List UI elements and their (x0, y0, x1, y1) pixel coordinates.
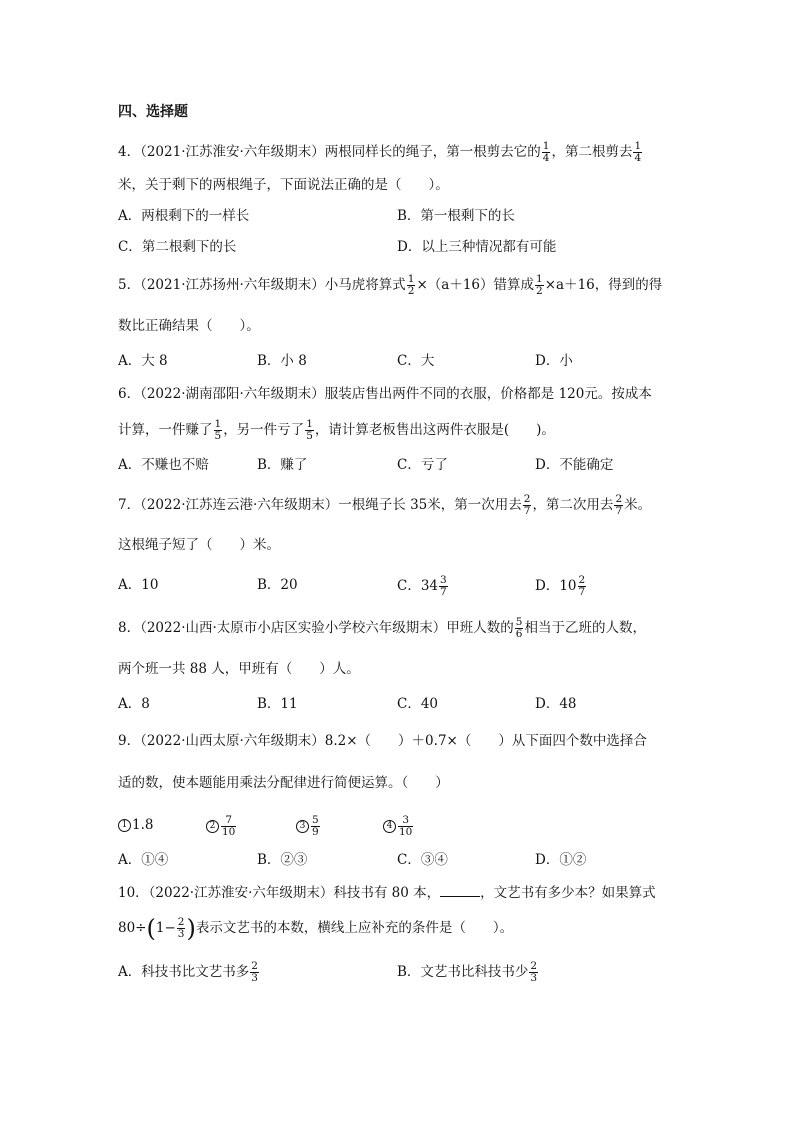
question-6-text: ，请计算老板售出这两件衣服是( )。 (314, 422, 555, 438)
fraction: $\frac{2}{7}$ (615, 493, 623, 517)
right-paren: ) (186, 914, 196, 943)
option-a[interactable]: A．①④ (118, 852, 169, 868)
option-d[interactable]: D．以上三种情况都有可能 (397, 239, 557, 255)
option-b[interactable]: B．小 8 (257, 353, 307, 369)
option-c[interactable]: C．大 (397, 353, 435, 369)
circled-number: 3 (296, 820, 309, 833)
fraction: $\frac{1}{4}$ (542, 140, 550, 164)
question-6-text: 计算，一件赚了 (118, 422, 213, 438)
question-7-line-2: 这根绳子短了（ ）米。 (118, 537, 280, 553)
question-7-text: ，第二次用去 (532, 497, 614, 513)
question-6-line-2 (118, 419, 555, 442)
circled-number: 4 (383, 820, 396, 833)
question-5-text: ×a＋16，得到的得 (544, 277, 663, 293)
fraction: $\frac{2}{3}$ (177, 916, 185, 940)
question-7-text: 7．（2022·江苏连云港·六年级期末）一根绳子长 35米，第一次用去 (118, 497, 522, 513)
question-5-line-1 (118, 274, 662, 297)
question-10-text: ，文艺书有多少本？如果算式 (480, 885, 656, 901)
option-b[interactable]: B．11 (257, 696, 298, 712)
question-10-text: 10．（2022·江苏淮安·六年级期末）科技书有 80 本， (118, 885, 441, 901)
question-6-line-1: 6．（2022·湖南邵阳·六年级期末）服装店售出两件不同的衣服，价格都是 120元。按成本 (118, 386, 652, 402)
fraction: $\frac{2}{3}$ (530, 960, 538, 984)
option-c[interactable]: C．③④ (397, 852, 448, 868)
option-c[interactable]: C．亏了 (397, 457, 448, 473)
formula: 80÷ (118, 920, 147, 936)
fraction: $\frac{2}{3}$ (251, 960, 258, 984)
option-a[interactable]: A．科技书比文艺书多 $\frac{2}{3}$ (118, 960, 258, 984)
question-6-text: ，另一件亏了 (223, 422, 305, 438)
option-b[interactable]: B．赚了 (257, 457, 308, 473)
question-4-line-2: 米，关于剩下的两根绳子，下面说法正确的是（ ）。 (118, 177, 449, 193)
question-8-text: 8．（2022·山西·太原市小店区实验小学校六年级期末）甲班人数的 (118, 620, 514, 636)
fraction: $\frac{1}{2}$ (536, 273, 543, 297)
question-4-text: 4．（2021·江苏淮安·六年级期末）两根同样长的绳子，第一根剪去它的 (118, 144, 541, 160)
option-b[interactable]: B．文艺书比科技书少 $\frac{2}{3}$ (397, 960, 538, 984)
option-c[interactable]: C．34 $\frac{3}{7}$ (397, 574, 447, 598)
question-9-line-1: 9．（2022·山西太原·六年级期末）8.2×（ ）＋0.7×（ ）从下面四个数中选择合 (118, 733, 647, 749)
fraction: $\frac{1}{5}$ (306, 418, 313, 442)
option-d[interactable]: D．10 $\frac{2}{7}$ (535, 574, 586, 598)
option-b[interactable]: B．第一根剩下的长 (397, 208, 515, 224)
question-5-text: ×（a＋16）错算成 (416, 277, 535, 293)
option-a[interactable]: A．大 8 (118, 353, 168, 369)
option-d[interactable]: D．不能确定 (535, 457, 614, 473)
question-10-text: 表示文艺书的本数，横线上应补充的条件是（ ）。 (195, 920, 514, 936)
fraction: $\frac{2}{7}$ (578, 574, 586, 598)
option-d[interactable]: D．48 (535, 696, 577, 712)
fraction: $\frac{1}{2}$ (407, 273, 415, 297)
choice-3 (296, 815, 321, 838)
question-5-line-2: 数比正确结果（ ）。 (118, 318, 260, 334)
fraction: $\frac{1}{4}$ (634, 140, 642, 164)
question-10-line-2 (118, 914, 514, 943)
question-10-line-1 (118, 883, 656, 903)
option-a[interactable]: A．两根剩下的一样长 (118, 208, 250, 224)
question-8-line-1 (118, 617, 646, 640)
option-c[interactable]: C．40 (397, 696, 439, 712)
question-8-text: 相当于乙班的人数， (524, 620, 646, 636)
answer-blank (440, 884, 480, 897)
question-4-text: ，第二根剪去 (551, 144, 633, 160)
option-b[interactable]: B．20 (257, 577, 298, 593)
choice-4 (383, 815, 414, 838)
option-a[interactable]: A．8 (118, 696, 150, 712)
fraction: $\frac{5}{9}$ (312, 814, 319, 838)
left-paren: ( (146, 914, 156, 943)
option-b[interactable]: B．②③ (257, 852, 308, 868)
option-a[interactable]: A．不赚也不赔 (118, 457, 209, 473)
option-c[interactable]: C．第二根剩下的长 (118, 239, 237, 255)
fraction: $\frac{3}{7}$ (440, 574, 447, 598)
option-a[interactable]: A．10 (118, 577, 159, 593)
fraction: $\frac{3}{10}$ (399, 814, 413, 838)
question-5-text: 5．（2021·江苏扬州·六年级期末）小马虎将算式 (118, 277, 406, 293)
fraction: $\frac{1}{5}$ (214, 418, 222, 442)
option-d[interactable]: D．小 (535, 353, 573, 369)
formula: 1− (155, 920, 176, 936)
fraction: $\frac{5}{6}$ (515, 616, 523, 640)
question-8-line-2: 两个班一共 88 人，甲班有（ ）人。 (118, 661, 360, 677)
choice-2 (206, 815, 237, 838)
question-4-line-1 (118, 141, 643, 164)
circled-number: 2 (206, 820, 219, 833)
fraction: $\frac{2}{7}$ (523, 493, 531, 517)
circled-number: 1 (118, 819, 131, 832)
question-7-text: 米。 (624, 497, 652, 513)
section-title: 四、选择题 (118, 104, 188, 120)
question-7-line-1 (118, 494, 651, 517)
fraction: $\frac{7}{10}$ (222, 814, 236, 838)
choice-1: 1 1.8 (118, 815, 153, 835)
question-9-line-2: 适的数，使本题能用乘法分配律进行简便运算。（ ） (118, 775, 449, 791)
option-d[interactable]: D．①② (535, 852, 587, 868)
